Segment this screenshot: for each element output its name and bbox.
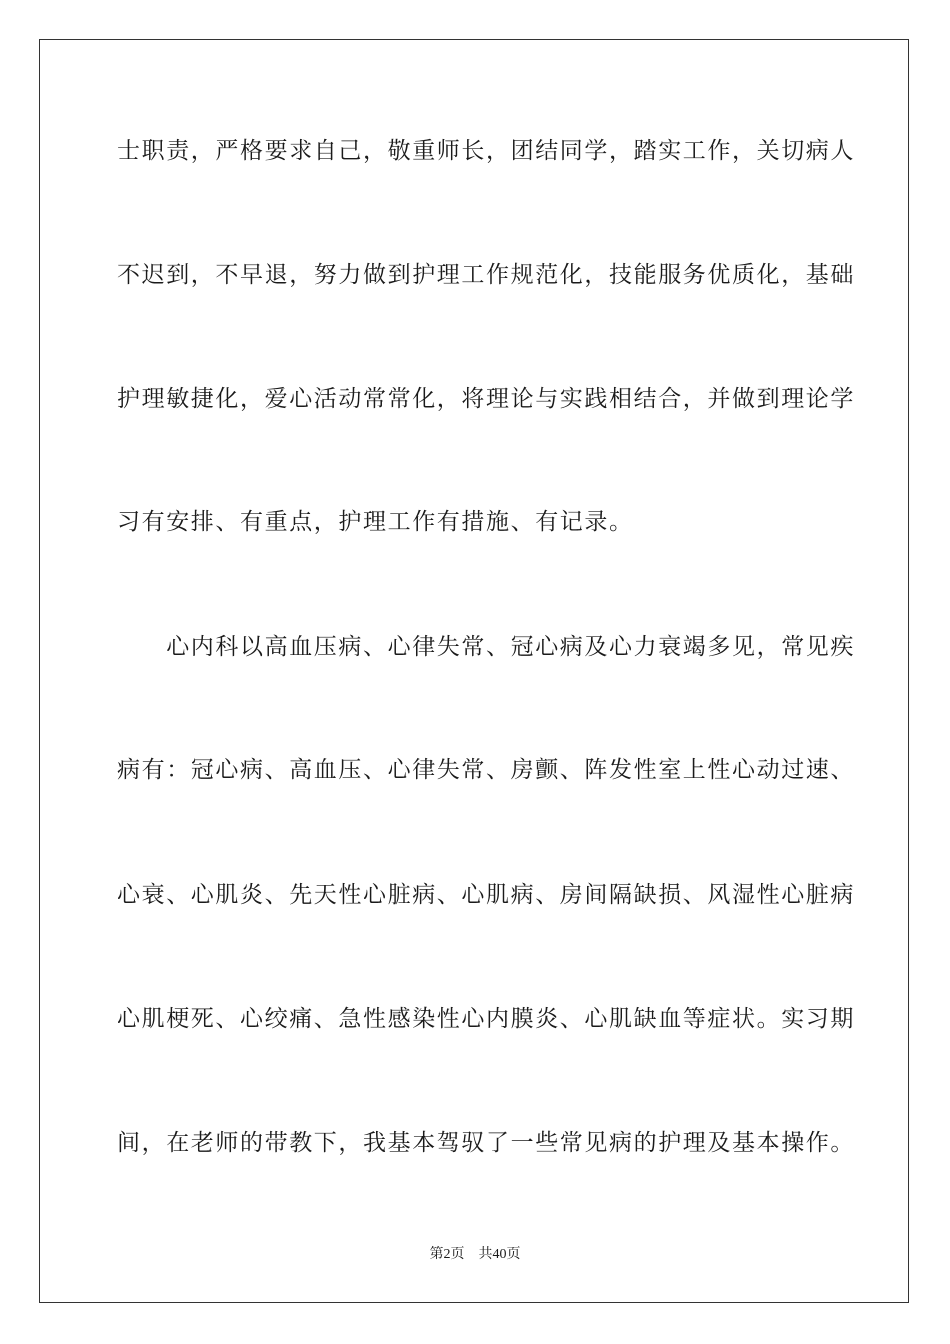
- page-border: [39, 39, 909, 1303]
- text-line-9: 间，在老师的带教下，我基本驾驭了一些常见病的护理及基本操作。: [117, 1130, 855, 1156]
- text-line-6: 病有：冠心病、高血压、心律失常、房颤、阵发性室上性心动过速、: [117, 757, 855, 783]
- page-number-footer: 第2页 共40页: [429, 1247, 521, 1262]
- text-line-2: 不迟到，不早退，努力做到护理工作规范化，技能服务优质化，基础: [117, 262, 855, 288]
- text-line-3: 护理敏捷化，爱心活动常常化，将理论与实践相结合，并做到理论学: [117, 386, 855, 412]
- text-line-1: 士职责，严格要求自己，敬重师长，团结同学，踏实工作，关切病人: [117, 138, 855, 164]
- text-line-4: 习有安排、有重点，护理工作有措施、有记录。: [117, 509, 634, 535]
- text-line-5: 心内科以高血压病、心律失常、冠心病及心力衰竭多见，常见疾: [117, 634, 855, 660]
- text-line-7: 心衰、心肌炎、先天性心脏病、心肌病、房间隔缺损、风湿性心脏病: [117, 882, 855, 908]
- text-line-8: 心肌梗死、心绞痛、急性感染性心内膜炎、心肌缺血等症状。实习期: [117, 1006, 855, 1032]
